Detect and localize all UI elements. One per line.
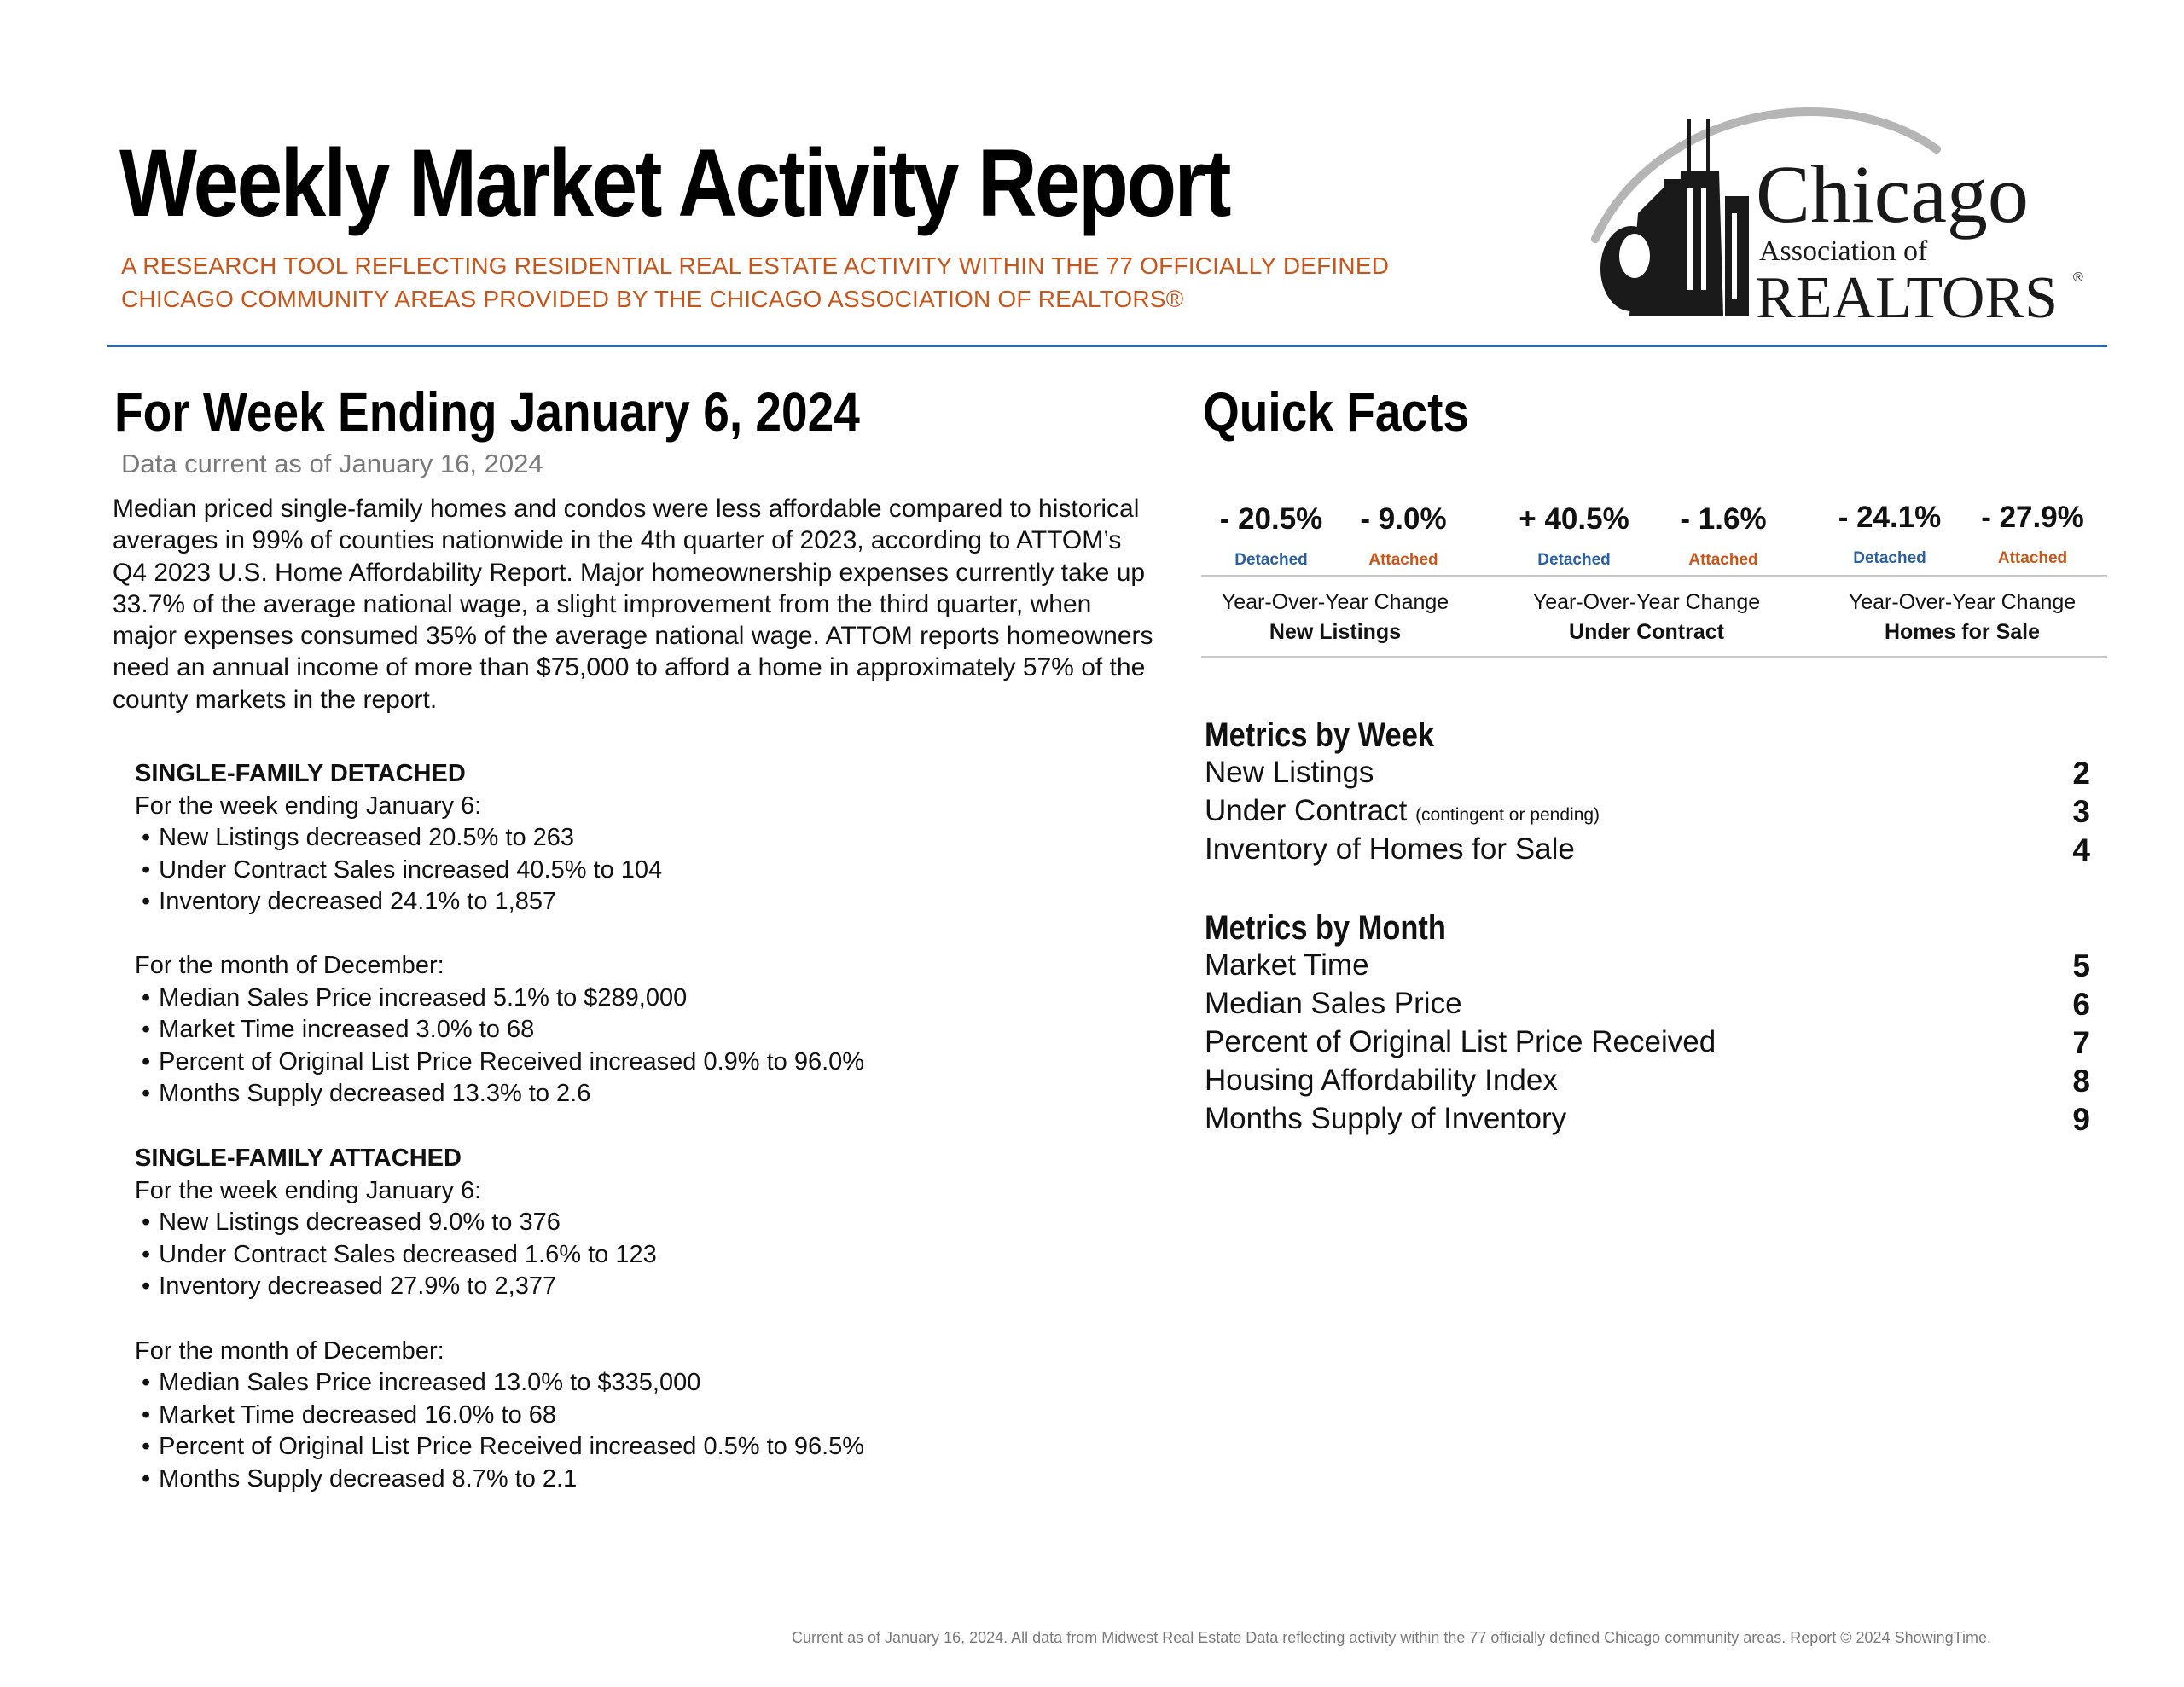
list-item: • Inventory decreased 27.9% to 2,377 bbox=[142, 1272, 557, 1300]
page-number: 8 bbox=[2072, 1064, 2090, 1099]
list-item: • Market Time decreased 16.0% to 68 bbox=[142, 1401, 557, 1429]
bullet-icon: • bbox=[142, 1048, 151, 1075]
attached-heading: SINGLE-FAMILY ATTACHED bbox=[135, 1145, 462, 1172]
list-item: • Percent of Original List Price Received increased 0.5% to 96.5% bbox=[142, 1433, 865, 1460]
qf-detached-label: Detached bbox=[1853, 549, 1926, 567]
qf-new-listings-attached-pct: - 9.0% bbox=[1360, 502, 1447, 536]
list-item: • Under Contract Sales decreased 1.6% to 123 bbox=[142, 1241, 657, 1268]
metric-median-sales-price: Median Sales Price bbox=[1205, 987, 1462, 1020]
list-item: • New Listings decreased 9.0% to 376 bbox=[142, 1209, 561, 1236]
qf-metric-under-contract: Under Contract bbox=[1569, 620, 1724, 644]
week-ending-heading: For Week Ending January 6, 2024 bbox=[114, 381, 860, 443]
page-number: 5 bbox=[2072, 948, 2090, 983]
page-number: 7 bbox=[2072, 1025, 2090, 1060]
bullet-icon: • bbox=[142, 824, 151, 851]
qf-under-contract-attached-pct: - 1.6% bbox=[1680, 502, 1767, 536]
attached-month-intro: For the month of December: bbox=[135, 1337, 444, 1365]
report-subtitle-line-1: A RESEARCH TOOL REFLECTING RESIDENTIAL REAL ESTATE ACTIVITY WITHIN THE 77 OFFICIALLY DEFINED bbox=[121, 252, 1390, 279]
quick-facts-divider-top bbox=[1201, 575, 2107, 577]
qf-homes-for-sale-attached-pct: - 27.9% bbox=[1981, 501, 2084, 534]
qf-attached-label: Attached bbox=[1368, 551, 1438, 569]
metric-pct-orig-list-price: Percent of Original List Price Received bbox=[1205, 1025, 1716, 1058]
bullet-icon: • bbox=[142, 1401, 151, 1429]
list-item: • Months Supply decreased 13.3% to 2.6 bbox=[142, 1080, 591, 1107]
metrics-by-week-heading: Metrics by Week bbox=[1205, 716, 1434, 754]
list-item: • Market Time increased 3.0% to 68 bbox=[142, 1016, 535, 1043]
page-number: 6 bbox=[2072, 987, 2090, 1022]
qf-attached-label: Attached bbox=[1688, 551, 1758, 569]
list-item: • Median Sales Price increased 13.0% to $335,000 bbox=[142, 1369, 701, 1396]
qf-detached-label: Detached bbox=[1537, 551, 1611, 569]
page-number: 9 bbox=[2072, 1102, 2090, 1137]
bullet-icon: • bbox=[142, 1080, 151, 1107]
metric-new-listings: New Listings bbox=[1205, 756, 1374, 789]
qf-caption: Year-Over-Year Change bbox=[1221, 590, 1449, 614]
bullet-icon: • bbox=[142, 1016, 151, 1043]
logo-realtors: REALTORS bbox=[1756, 265, 2058, 331]
metric-market-time: Market Time bbox=[1205, 948, 1369, 982]
metric-affordability-index: Housing Affordability Index bbox=[1205, 1064, 1558, 1097]
metric-months-supply: Months Supply of Inventory bbox=[1205, 1102, 1567, 1135]
page-number: 3 bbox=[2072, 794, 2090, 829]
bullet-icon: • bbox=[142, 1433, 151, 1460]
detached-month-intro: For the month of December: bbox=[135, 952, 444, 979]
qf-caption: Year-Over-Year Change bbox=[1532, 590, 1761, 614]
list-item: • Percent of Original List Price Received increased 0.9% to 96.0% bbox=[142, 1048, 865, 1075]
qf-attached-label: Attached bbox=[1997, 549, 2068, 567]
footer-note: Current as of January 16, 2024. All data from Midwest Real Estate Data reflecting activity within the 77 officially defined Chicago community areas. Report © 2024 ShowingTime. bbox=[792, 1629, 1991, 1646]
detached-week-intro: For the week ending January 6: bbox=[135, 792, 482, 820]
metric-under-contract: Under Contract (contingent or pending) bbox=[1205, 794, 1600, 827]
chicago-skyline-logo bbox=[1578, 85, 2090, 333]
metrics-by-month-heading: Metrics by Month bbox=[1205, 909, 1446, 947]
qf-homes-for-sale-detached-pct: - 24.1% bbox=[1838, 501, 1942, 534]
bullet-icon: • bbox=[142, 1272, 151, 1300]
qf-metric-new-listings: New Listings bbox=[1269, 620, 1402, 644]
bullet-icon: • bbox=[142, 1209, 151, 1236]
metric-inventory: Inventory of Homes for Sale bbox=[1205, 832, 1575, 866]
logo-registered-mark: ® bbox=[2073, 270, 2083, 285]
report-title: Weekly Market Activity Report bbox=[119, 130, 1229, 236]
logo-word-chicago: Chicago bbox=[1756, 148, 2029, 240]
page-number: 2 bbox=[2072, 756, 2090, 791]
report-subtitle-line-2: CHICAGO COMMUNITY AREAS PROVIDED BY THE CHICAGO ASSOCIATION OF REALTORS® bbox=[121, 286, 1184, 312]
quick-facts-heading: Quick Facts bbox=[1203, 381, 1470, 443]
bullet-icon: • bbox=[142, 984, 151, 1012]
qf-metric-homes-for-sale: Homes for Sale bbox=[1884, 620, 2040, 644]
list-item: • New Listings decreased 20.5% to 263 bbox=[142, 824, 575, 851]
logo-association: Association of bbox=[1759, 235, 1928, 267]
page-number: 4 bbox=[2072, 832, 2090, 867]
bullet-icon: • bbox=[142, 888, 151, 915]
intro-paragraph: Median priced single-family homes and condos were less affordable compared to historical averages in 99% of counties nationwide in the 4th quarter of 2023, according to ATTOM’s Q4 2023 U.S. Home Affordability Report. Major homeownership expenses currently take up 33.7% of the average national wage, a slight improvement from the third quarter, when major expenses consumed 35% of the average national wage. ATTOM reports homeowners need an annual income of more than $75,000 to afford a home in approximately 57% of the county markets in the report. bbox=[113, 495, 1153, 714]
data-current-note: Data current as of January 16, 2024 bbox=[121, 449, 543, 478]
qf-under-contract-detached-pct: + 40.5% bbox=[1519, 502, 1629, 536]
header-divider bbox=[107, 345, 2107, 347]
detached-heading: SINGLE-FAMILY DETACHED bbox=[135, 760, 466, 787]
quick-facts-divider-bottom bbox=[1201, 656, 2107, 658]
list-item: • Months Supply decreased 8.7% to 2.1 bbox=[142, 1465, 578, 1493]
metric-under-contract-note: (contingent or pending) bbox=[1415, 805, 1600, 825]
list-item: • Inventory decreased 24.1% to 1,857 bbox=[142, 888, 557, 915]
bullet-icon: • bbox=[142, 1369, 151, 1396]
bullet-icon: • bbox=[142, 856, 151, 884]
qf-new-listings-detached-pct: - 20.5% bbox=[1219, 502, 1323, 536]
bullet-icon: • bbox=[142, 1465, 151, 1493]
attached-week-intro: For the week ending January 6: bbox=[135, 1177, 482, 1204]
qf-caption: Year-Over-Year Change bbox=[1848, 590, 2077, 614]
bullet-icon: • bbox=[142, 1241, 151, 1268]
qf-detached-label: Detached bbox=[1234, 551, 1308, 569]
list-item: • Under Contract Sales increased 40.5% to 104 bbox=[142, 856, 663, 884]
list-item: • Median Sales Price increased 5.1% to $289,000 bbox=[142, 984, 688, 1012]
